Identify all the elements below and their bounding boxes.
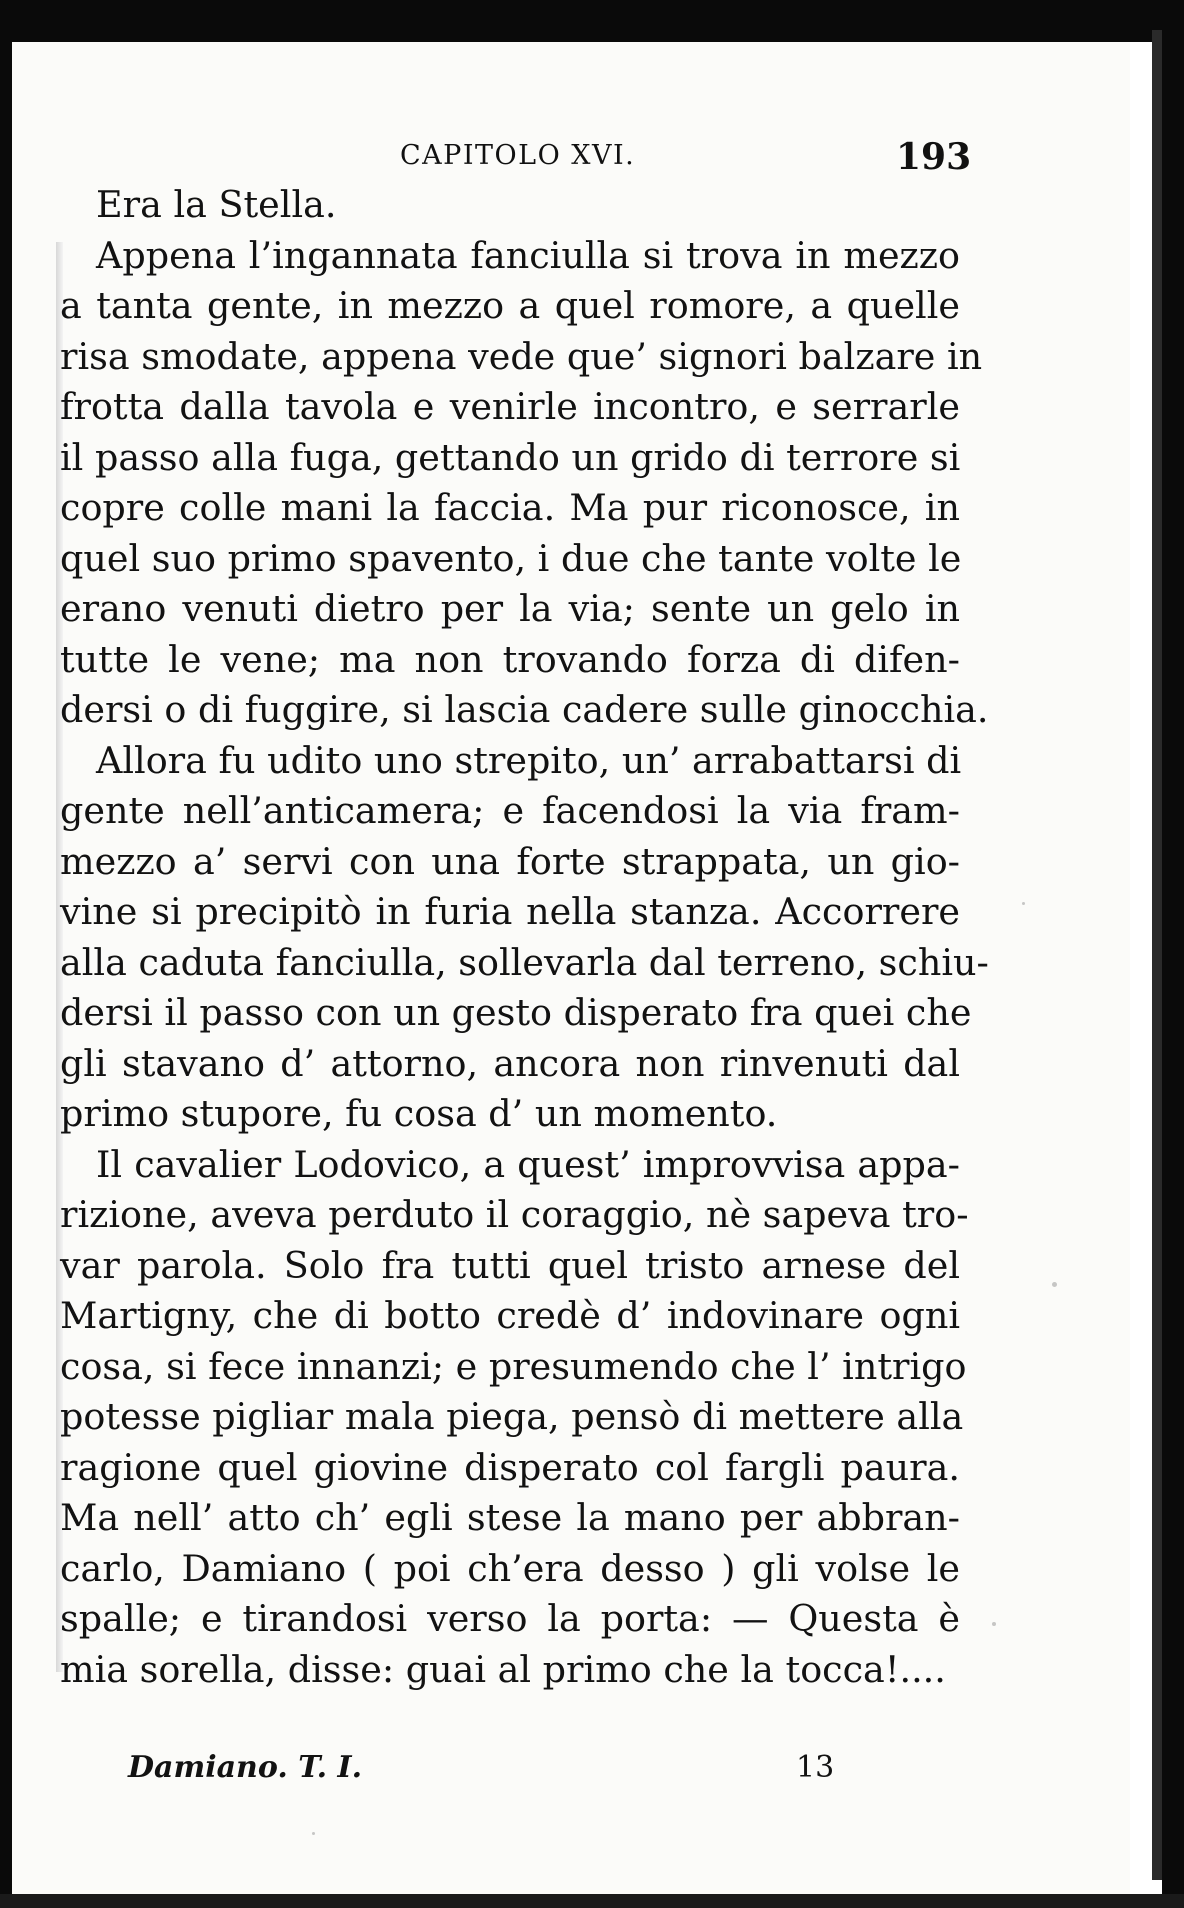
signature-mark: 13 (796, 1750, 835, 1785)
scan-border-bottom (0, 1894, 1184, 1908)
text-line: gente nell’anticamera; e facendosi la via fram- (60, 789, 960, 832)
page-number: 193 (896, 136, 972, 178)
scan-border-right (1162, 0, 1184, 1908)
paper-speck (312, 1832, 315, 1835)
text-line: dersi il passo con un gesto disperato fra quei che (60, 991, 972, 1034)
text-line: Il cavalier Lodovico, a quest’ improvvisa appa- (96, 1142, 960, 1186)
text-line: mezzo a’ servi con una forte strappata, un gio- (60, 839, 960, 883)
scan-border-top (0, 0, 1184, 42)
running-title: CAPITOLO XVI. (400, 140, 636, 171)
text-line: risa smodate, appena vede que’ signori balzare in (60, 334, 983, 378)
text-line: Allora fu udito uno strepito, un’ arrabattarsi di (96, 738, 962, 782)
text-line: var parola. Solo fra tutti quel tristo arnese del (60, 1243, 960, 1287)
text-line: rizione, aveva perduto il coraggio, nè sapeva tro- (60, 1193, 969, 1236)
text-line: potesse pigliar mala piega, pensò di mettere alla (60, 1395, 964, 1438)
printer-signature: Damiano. T. I. (128, 1750, 363, 1785)
paper-speck (1052, 1282, 1057, 1287)
page-footer (0, 1750, 1184, 1790)
text-line: Martigny, che di botto credè d’ indovinare ogni (60, 1294, 960, 1337)
text-line: tutte le vene; ma non trovando forza di difen- (60, 637, 960, 681)
text-line: erano venuti dietro per la via; sente un gelo in (60, 587, 960, 630)
text-line: copre colle mani la faccia. Ma pur riconosce, in (60, 486, 960, 529)
text-line: frotta dalla tavola e venirle incontro, e serrarle (60, 385, 960, 428)
paper-speck (1022, 902, 1025, 905)
text-line: a tanta gente, in mezzo a quel romore, a quelle (60, 284, 960, 327)
text-line: dersi o di fuggire, si lascia cadere sulle ginocchia. (60, 688, 989, 731)
text-line: Ma nell’ atto ch’ egli stese la mano per abbran- (60, 1496, 960, 1539)
paper-speck (992, 1622, 996, 1626)
text-line: spalle; e tirandosi verso la porta: — Questa è (60, 1597, 960, 1640)
text-line: cosa, si fece innanzi; e presumendo che l’ intrigo (60, 1344, 967, 1388)
text-line: Appena l’ingannata fanciulla si trova in mezzo (96, 233, 960, 277)
text-line: il passo alla fuga, gettando un grido di terrore si (60, 435, 961, 479)
text-line: alla caduta fanciulla, sollevarla dal terreno, schiu- (60, 940, 989, 984)
running-header (0, 136, 1184, 180)
text-line: mia sorella, disse: guai al primo che la tocca!.... (60, 1647, 946, 1691)
scan-border-left (0, 0, 12, 1908)
text-line: primo stupore, fu cosa d’ un momento. (60, 1092, 778, 1135)
scan-border-right-shadow (1152, 30, 1162, 1880)
body-text (60, 180, 989, 1695)
text-line: ragione quel giovine disperato col fargli paura. (60, 1445, 960, 1489)
text-line: quel suo primo spavento, i due che tante volte le (60, 536, 962, 580)
text-line: vine si precipitò in furia nella stanza. Accorrere (60, 890, 960, 933)
text-line: carlo, Damiano ( poi ch’era desso ) gli volse le (60, 1546, 960, 1590)
text-line: gli stavano d’ attorno, ancora non rinvenuti dal (60, 1041, 960, 1085)
text-line: Era la Stella. (96, 183, 337, 226)
